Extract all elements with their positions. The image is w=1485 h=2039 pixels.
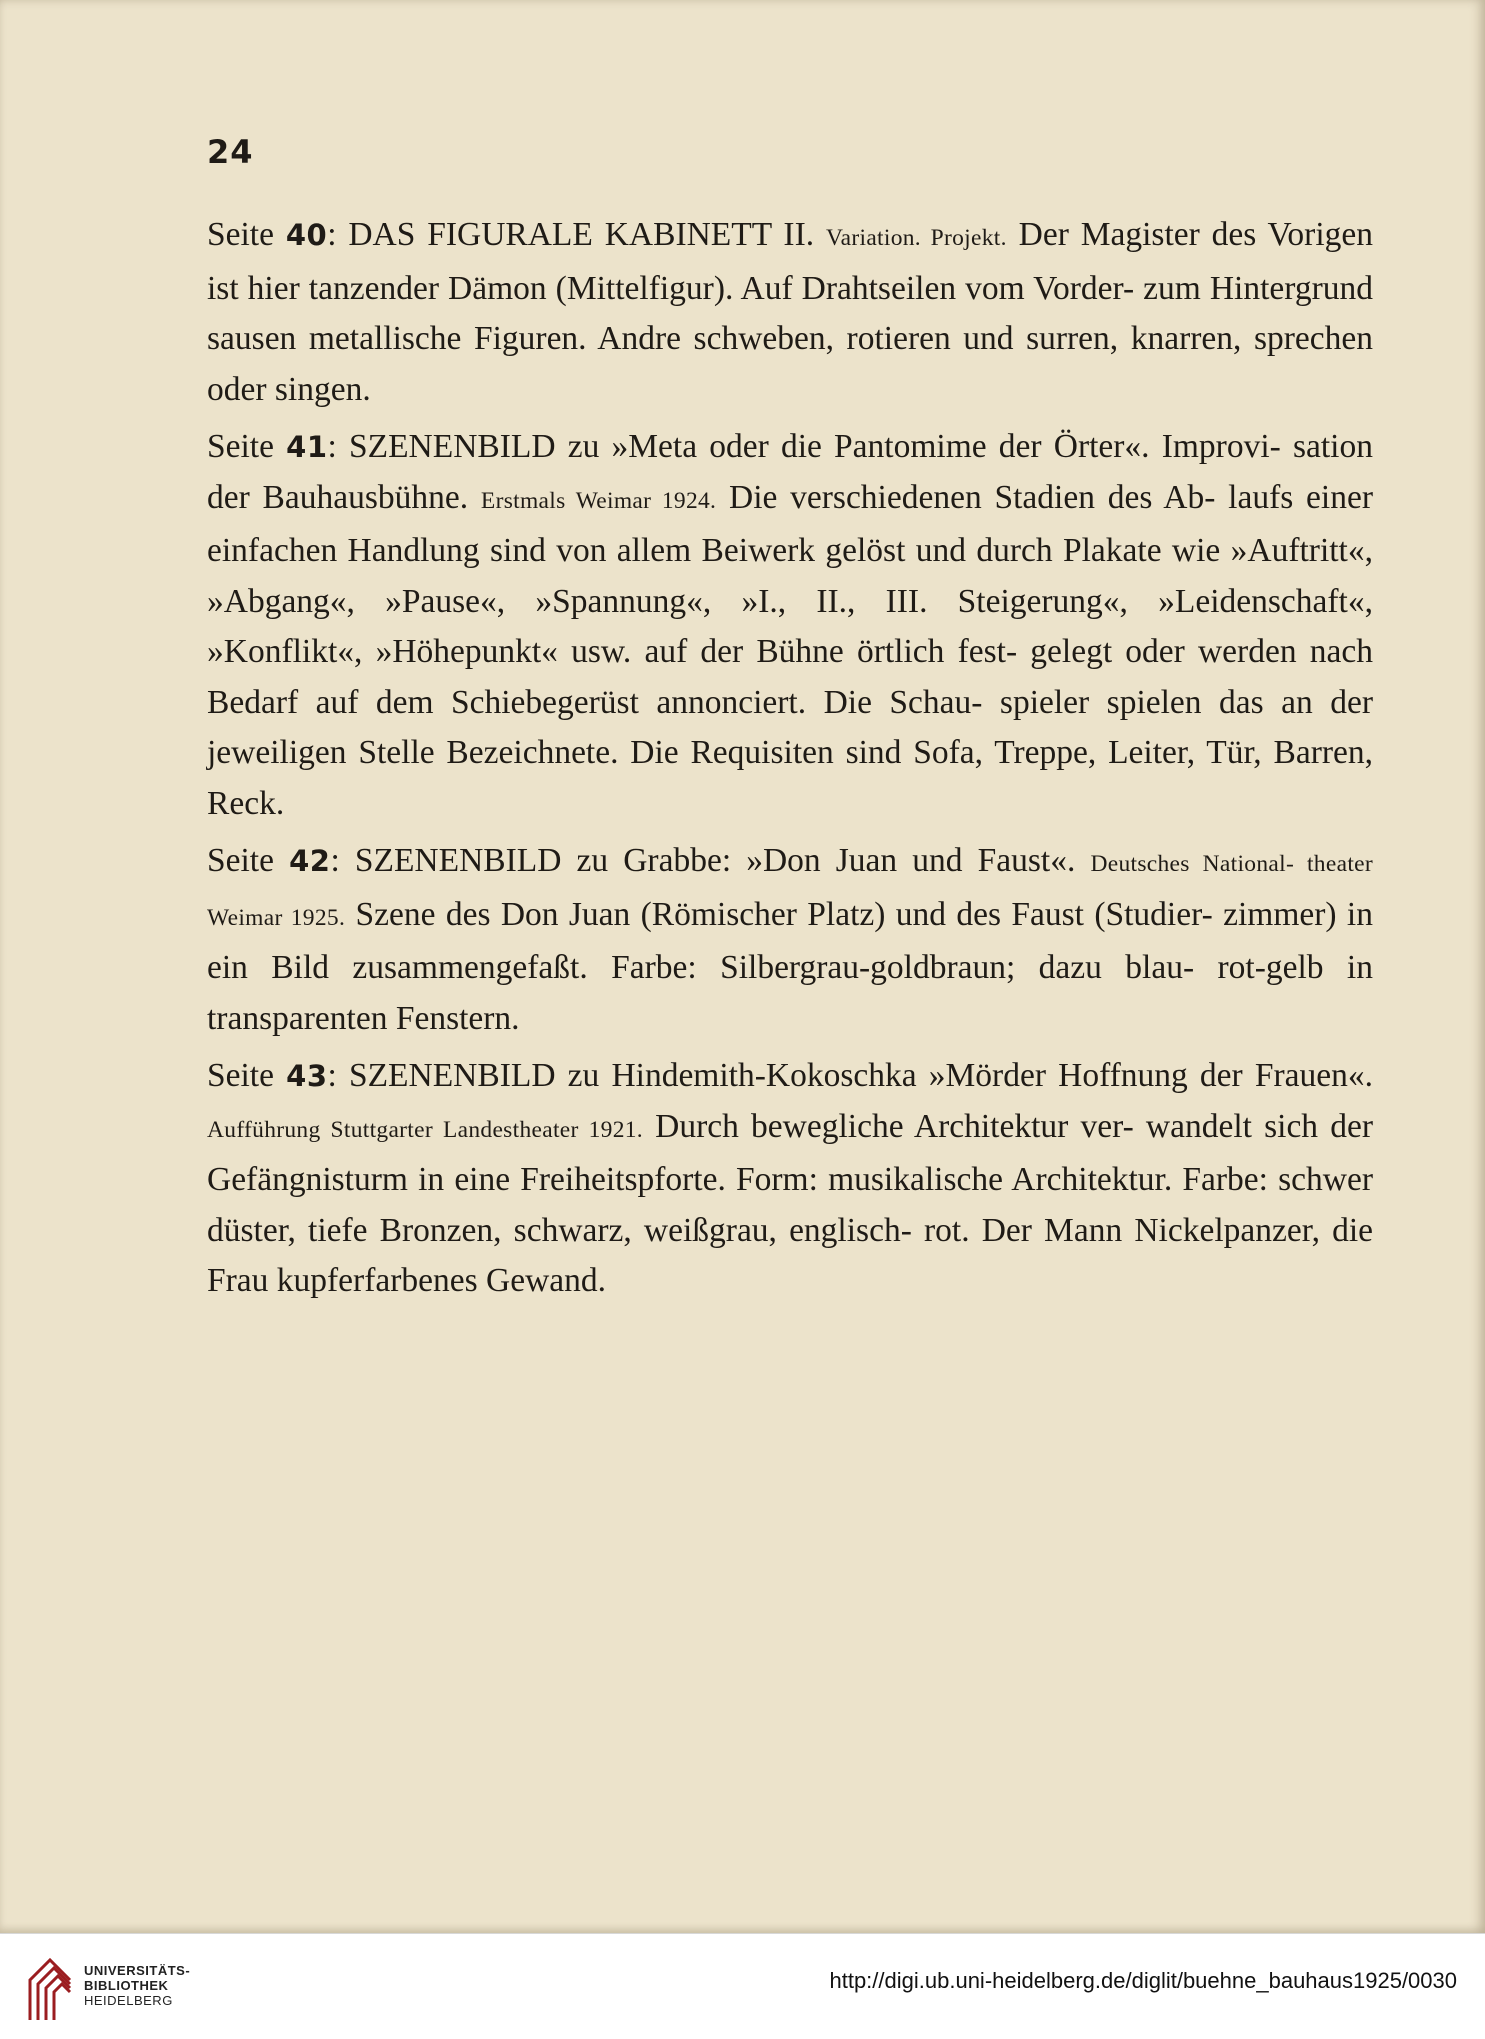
- paragraph-body: Szene des Don Juan (Römischer Platz) und des Faust (Studier- zimmer) in ein Bild zusammengefaßt. Farbe: Silbergrau-goldbraun; dazu blau- rot-gelb in transparenten Fenstern.: [207, 895, 1373, 1037]
- seite-label: Seite: [207, 842, 274, 879]
- caption-text-block: [207, 210, 1373, 1314]
- plate-number: 41: [286, 430, 328, 464]
- seite-label: Seite: [207, 428, 274, 465]
- paragraph-title: : DAS FIGURALE KABINETT II.: [327, 216, 826, 253]
- paragraph-seite-43: [207, 1051, 1373, 1307]
- paragraph-body: Der Magister des Vorigen ist hier tanzender Dämon (Mittelfigur). Auf Drahtseilen vom Vorder- zum Hintergrund sausen metallische Figuren. Andre schweben, rotieren und surren, knarren, sprechen oder singen.: [207, 216, 1374, 408]
- paragraph-body: Durch bewegliche Architektur ver- wandelt sich der Gefängnisturm in eine Freiheitspforte. Form: musikalische Architektur. Farbe: schwer düster, tiefe Bronzen, schwarz, weißgrau, englisch- rot. Der Mann Nickelpanzer, die Frau kupferfarbenes Gewand.: [207, 1107, 1374, 1299]
- library-name-line-2: BIBLIOTHEK: [84, 1978, 169, 1993]
- paragraph-title: : SZENENBILD zu Hindemith-Kokoschka »Mörder Hoffnung der Frauen«.: [327, 1057, 1373, 1094]
- paragraph-small-note: Erstmals Weimar 1924.: [480, 487, 717, 514]
- plate-number: 43: [286, 1059, 328, 1093]
- page-number: 24: [207, 133, 254, 171]
- paragraph-title: : SZENENBILD zu »Meta oder die Pantomime der Örter«. Improvi- sation der Bauhausbühne.: [207, 428, 1373, 516]
- library-name: [84, 1963, 190, 2008]
- library-name-line-1: UNIVERSITÄTS-: [84, 1963, 191, 1978]
- library-footer: [0, 1933, 1485, 2039]
- paragraph-small-note: Variation. Projekt.: [825, 225, 1007, 251]
- seite-label: Seite: [207, 216, 274, 253]
- paragraph-small-note: Aufführung Stuttgarter Landestheater 1921.: [207, 1116, 643, 1143]
- paragraph-seite-40: [207, 210, 1373, 415]
- library-logo-icon: [24, 1950, 76, 2022]
- paragraph-title: : SZENENBILD zu Grabbe: »Don Juan und Faust«.: [330, 842, 1091, 879]
- paragraph-seite-41: [207, 422, 1373, 829]
- source-url-link[interactable]: http://digi.ub.uni-heidelberg.de/diglit/buehne_bauhaus1925/0030: [829, 1968, 1457, 1993]
- paragraph-small-note: Deutsches National- theater Weimar 1925.: [207, 851, 1374, 931]
- paragraph-body: Die verschiedenen Stadien des Ab- laufs einer einfachen Handlung sind von allem Beiwerk gelöst und durch Plakate wie »Auftritt«, »Abgang«, »Pause«, »Spannung«, »I., II., III. Steigerung«, »Leidenschaft«, »Konflikt«, »Höhepunkt« usw. auf der Bühne örtlich fest- gelegt oder werden nach Bedarf auf dem Schiebegerüst annonciert. Die Schau- spieler spielen das an der jeweiligen Stelle Bezeichnete. Die Requisiten sind Sofa, Treppe, Leiter, Tür, Barren, Reck.: [207, 478, 1373, 822]
- paragraph-seite-42: [207, 836, 1373, 1044]
- library-name-line-3: HEIDELBERG: [84, 1993, 173, 2008]
- plate-number: 40: [285, 218, 328, 252]
- seite-label: Seite: [207, 1057, 274, 1094]
- plate-number: 42: [289, 844, 331, 878]
